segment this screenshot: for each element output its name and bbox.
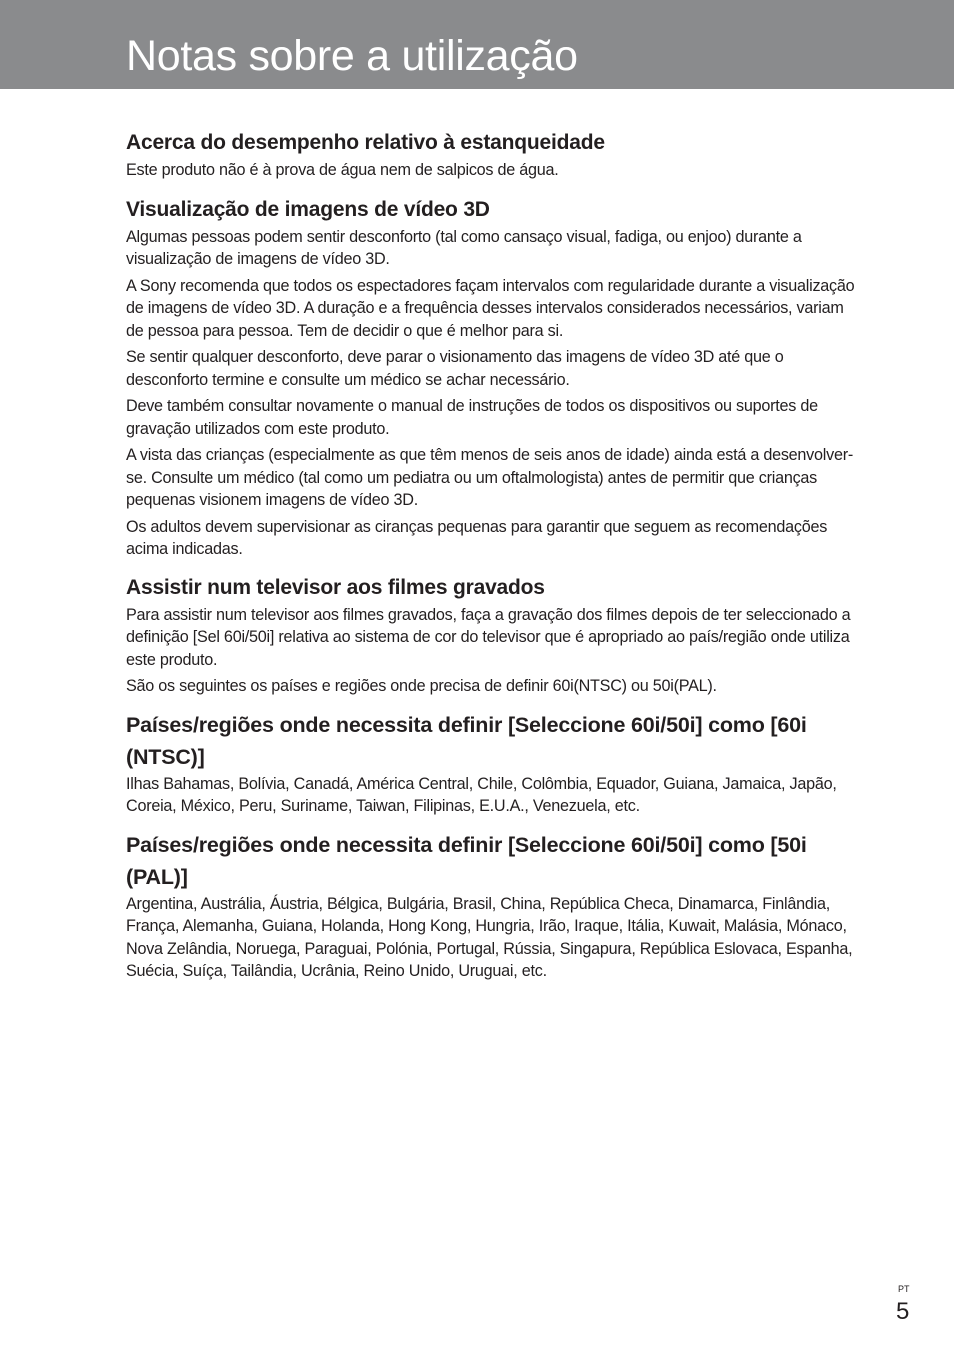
paragraph: Os adultos devem supervisionar as ciranças pequenas para garantir que seguem as recomendações acima indicadas. [126,517,828,558]
paragraph: Se sentir qualquer desconforto, deve parar o visionamento das imagens de vídeo 3D até que o desconforto termine e consulte um médico se achar necessário. [126,348,784,389]
main-content [126,127,862,987]
section-heading: Países/regiões onde necessita definir [Seleccione 60i/50i] como [50i (PAL)] [126,832,807,889]
page-number: 5 [896,1298,910,1325]
section-3d-video [126,194,862,561]
paragraph: A Sony recomenda que todos os espectadores façam intervalos com regularidade durante a visualização de imagens de vídeo 3D. A duração e a frequência desses intervalos considerados necessários, variam de pessoa para pessoa. Tem de decidir o que é melhor para si. [126,276,855,340]
paragraph: Este produto não é à prova de água nem de salpicos de água. [126,161,559,179]
paragraph: Deve também consultar novamente o manual de instruções de todos os dispositivos ou suportes de gravação utilizados com este produto. [126,397,818,438]
section-tv-playback [126,572,862,698]
section-heading: Visualização de imagens de vídeo 3D [126,197,490,221]
paragraph: Algumas pessoas podem sentir desconforto (tal como cansaço visual, fadiga, ou enjoo) durante a visualização de imagens de vídeo 3D. [126,227,802,268]
paragraph: Ilhas Bahamas, Bolívia, Canadá, América Central, Chile, Colômbia, Equador, Guiana, Jamaica, Japão, Coreia, México, Peru, Suriname, Taiwan, Filipinas, E.U.A., Venezuela, etc. [126,774,837,815]
language-marker: PT [898,1284,910,1294]
section-heading: Países/regiões onde necessita definir [Seleccione 60i/50i] como [60i (NTSC)] [126,712,807,769]
section-pal-countries [126,829,862,983]
section-heading: Assistir num televisor aos filmes gravados [126,575,545,599]
section-heading: Acerca do desempenho relativo à estanqueidade [126,131,605,154]
paragraph: São os seguintes os países e regiões onde precisa de definir 60i(NTSC) ou 50i(PAL). [126,677,717,695]
section-ntsc-countries [126,709,862,818]
paragraph: Argentina, Austrália, Áustria, Bélgica, Bulgária, Brasil, China, República Checa, Dinamarca, Finlândia, França, Alemanha, Guiana, Holanda, Hong Kong, Hungria, Irão, Iraque, Itália, Kuwait, Malásia, Mónaco, Nova Zelândia, Noruega, Paraguai, Polónia, Portugal, Rússia, Singapura, República Eslovaca, Espanha, Suécia, Suíça, Tailândia, Ucrânia, Reino Unido, Uruguai, etc. [126,894,853,980]
paragraph: Para assistir num televisor aos filmes gravados, faça a gravação dos filmes depois de ter seleccionado a definição [Sel 60i/50i] relativa ao sistema de cor do televisor que é apropriado ao país/região onde utiliza este produto. [126,605,851,669]
section-water-resistance [126,127,862,182]
page-title: Notas sobre a utilização [126,32,578,80]
paragraph: A vista das crianças (especialmente as que têm menos de seis anos de idade) ainda está a desenvolver-se. Consulte um médico (tal como um pediatra ou um oftalmologista) antes de permitir que crianças pequenas visionem imagens de vídeo 3D. [126,446,853,509]
